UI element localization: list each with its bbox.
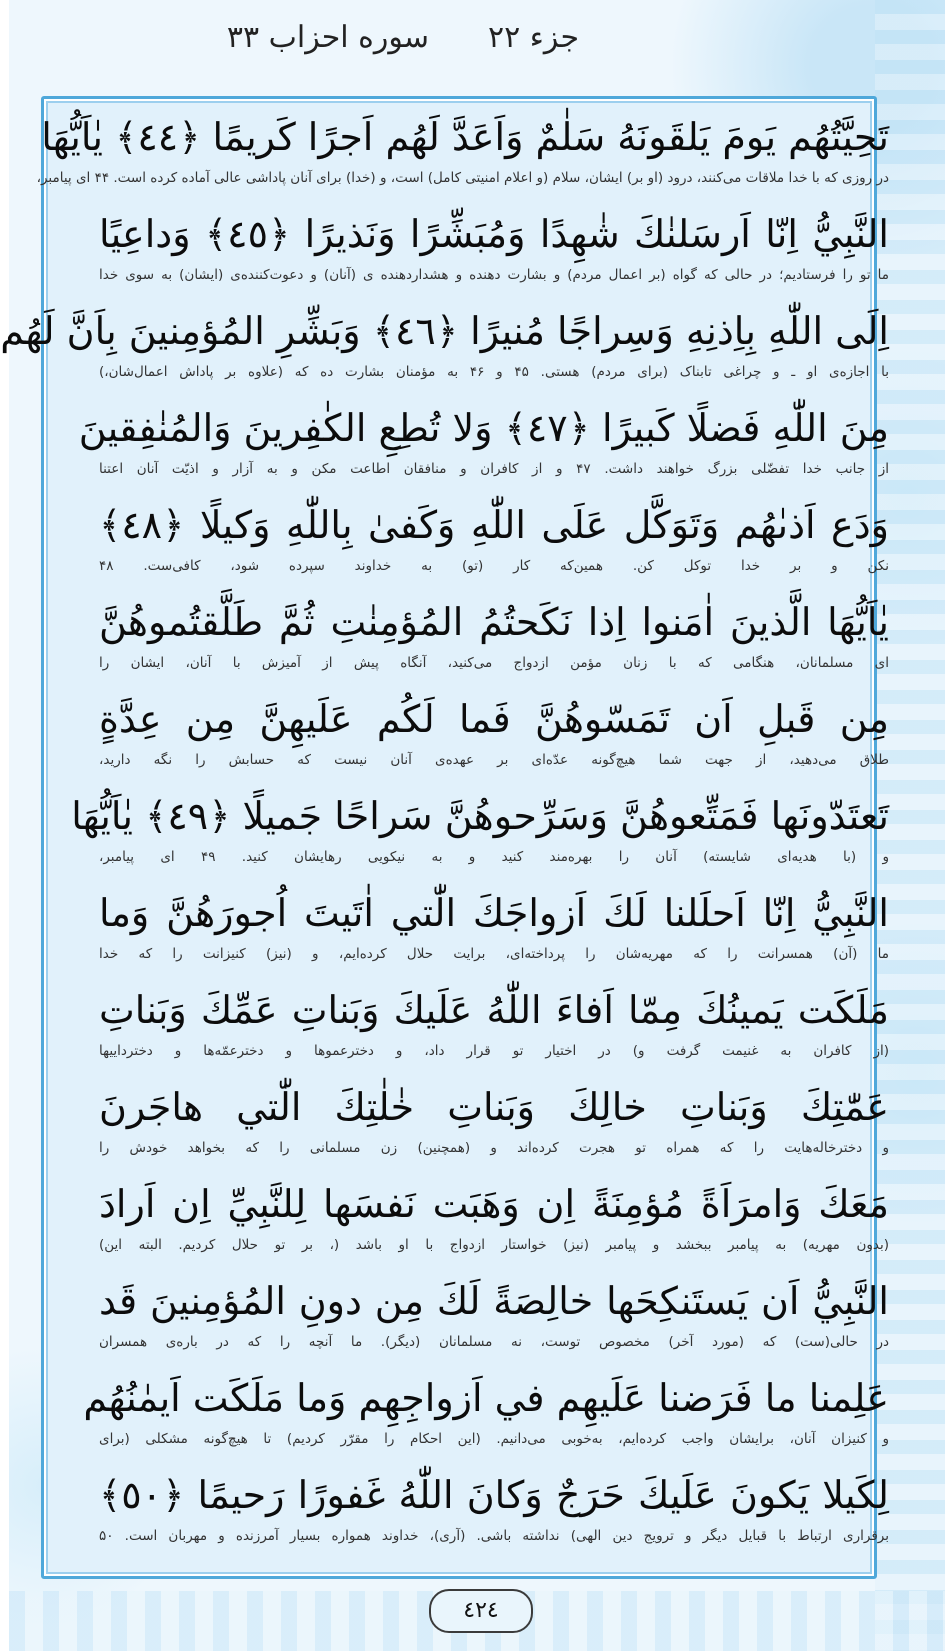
page-header: [159, 20, 579, 70]
arabic-line: النَّبِيُّ اَن يَستَنكِحَها خالِصَةً لَكَ مِن دونِ المُؤمِنينَ قَد: [99, 1279, 889, 1323]
arabic-line: مَعَكَ وَامرَاَةً مُؤمِنَةً اِن وَهَبَت نَفسَها لِلنَّبِيِّ اِن اَرادَ: [99, 1182, 889, 1226]
arabic-line: يٰاَيُّهَا الَّذينَ اٰمَنوا اِذا نَكَحتُمُ المُؤمِنٰتِ ثُمَّ طَلَّقتُموهُنَّ: [99, 600, 889, 644]
translation-line: در حالی(ست) که (مورد آخر) مخصوص توست، نه مسلمانان (دیگر). ما آنچه را که در باره‌ی همسران: [99, 1334, 889, 1350]
juz-label: جزء ۲۲: [488, 20, 579, 55]
arabic-line: تَعتَدّونَها فَمَتِّعوهُنَّ وَسَرِّحوهُنَّ سَراحًا جَميلًا ﴿٤٩﴾ يٰاَيُّهَا: [71, 794, 889, 838]
arabic-line: عَلِمنا ما فَرَضنا عَلَيهِم في اَزواجِهِم وَما مَلَكَت اَيمٰنُهُم: [83, 1376, 889, 1420]
translation-line: ای مسلمانان، هنگامی که با زنان مؤمن ازدواج می‌کنید، آنگاه پیش از آمیزش با آنان، ایشان را: [99, 655, 889, 671]
translation-line: نکن و بر خدا توکل کن. همین‌که کار (تو) به خداوند سپرده شود، کافی‌ست. ۴۸: [99, 558, 889, 574]
translation-line: با اجازه‌ی او ـ و چراغی تابناک (برای مردم) هستی. ۴۵ و ۴۶ به مؤمنان بشارت ده که (علاوه بر پاداش اعمال‌شان،): [99, 364, 889, 380]
page-number: ٤٢٤: [429, 1589, 533, 1633]
arabic-line: النَّبِيُّ اِنّا اَرسَلنٰكَ شٰهِدًا وَمُبَشِّرًا وَنَذيرًا ﴿٤٥﴾ وَداعِيًا: [99, 212, 889, 256]
translation-line: (بدون مهریه) به پیامبر ببخشد و پیامبر (نیز) خواستار ازدواج با او باشد (، بر تو حلال کردیم. البته این): [99, 1237, 889, 1253]
translation-line: و (با هدیه‌ای شایسته) آنان را بهره‌مند کنید و به نیکویی رهایشان کنید. ۴۹ ای پیامبر،: [99, 849, 889, 865]
arabic-line: تَحِيَّتُهُم يَومَ يَلقَونَهُ سَلٰمٌ وَاَعَدَّ لَهُم اَجرًا كَريمًا ﴿٤٤﴾ يٰاَيُّهَا: [41, 115, 889, 159]
translation-line: برقراری ارتباط با قبایل دیگر و ترویج دین الهی) نداشته باشی. (آری)، خداوند همواره بسیار آمرزنده و مهربان است. ۵۰: [99, 1528, 889, 1544]
arabic-line: عَمّٰتِكَ وَبَناتِ خالِكَ وَبَناتِ خٰلٰتِكَ الّٰتي هاجَرنَ: [99, 1085, 889, 1129]
surah-label: سوره احزاب ۳۳: [226, 20, 429, 55]
translation-line: طلاق می‌دهید، از جهت شما هیچ‌گونه عدّه‌ای بر عهده‌ی آنان نیست که حسابش را نگه دارید،: [99, 752, 889, 768]
translation-line: از جانب خدا تفضّلی بزرگ خواهند داشت. ۴۷ و از کافران و منافقان اطاعت مکن و به آزار و اذیّت آنان اعتنا: [99, 461, 889, 477]
translation-line: در روزی که با خدا ملاقات می‌کنند، درود (او بر) ایشان، سلام (و اعلام امنیتی کامل) است، و (خدا) برای آنان پاداشی عالی آماده کرده است. ۴۴ ای پیامبر،: [36, 170, 889, 186]
translation-line: ما تو را فرستادیم؛ در حالی که گواه (بر اعمال مردم) و بشارت دهنده و هشداردهنده ی (آنان) و دعوت‌کننده‌ی (ایشان) به سوی خدا: [99, 267, 889, 283]
translation-line: (از کافران به غنیمت گرفت و) در اختیار تو قرار داد، و دخترعموها و دخترعمّه‌ها و دخترداییها: [99, 1043, 889, 1059]
arabic-line: مِنَ اللّٰهِ فَضلًا كَبيرًا ﴿٤٧﴾ وَلا تُطِعِ الكٰفِرينَ وَالمُنٰفِقينَ: [78, 406, 889, 450]
arabic-line: لِكَيلا يَكونَ عَلَيكَ حَرَجٌ وَكانَ اللّٰهُ غَفورًا رَحيمًا ﴿٥٠﴾: [99, 1473, 889, 1517]
translation-line: ما (آن) همسرانت را که مهریه‌شان را پرداخته‌ای، برایت حلال کرده‌ایم، و (نیز) کنیزانت را که خدا: [99, 946, 889, 962]
arabic-line: مِن قَبلِ اَن تَمَسّوهُنَّ فَما لَكُم عَلَيهِنَّ مِن عِدَّةٍ: [99, 697, 889, 741]
arabic-line: النَّبِيُّ اِنّا اَحلَلنا لَكَ اَزواجَكَ الّٰتي اٰتَيتَ اُجورَهُنَّ وَما: [99, 891, 889, 935]
arabic-line: مَلَكَت يَمينُكَ مِمّا اَفاءَ اللّٰهُ عَلَيكَ وَبَناتِ عَمِّكَ وَبَناتِ: [99, 988, 889, 1032]
arabic-line: وَدَع اَذىٰهُم وَتَوَكَّل عَلَى اللّٰهِ وَكَفىٰ بِاللّٰهِ وَكيلًا ﴿٤٨﴾: [99, 503, 889, 547]
translation-line: و کنیزان آنان، برایشان واجب کرده‌ایم، به‌خوبی می‌دانیم. (این احکام را مقرّر کردیم) تا هیچ‌گونه مشکلی (برای: [99, 1431, 889, 1447]
translation-line: و دخترخاله‌هایت را که همراه تو هجرت کرده‌اند و (همچنین) زن مسلمانی را که بخواهد خودش را: [99, 1140, 889, 1156]
arabic-line: اِلَى اللّٰهِ بِاِذنِهِ وَسِراجًا مُنيرًا ﴿٤٦﴾ وَبَشِّرِ المُؤمِنينَ بِاَنَّ لَهُم: [0, 309, 889, 353]
